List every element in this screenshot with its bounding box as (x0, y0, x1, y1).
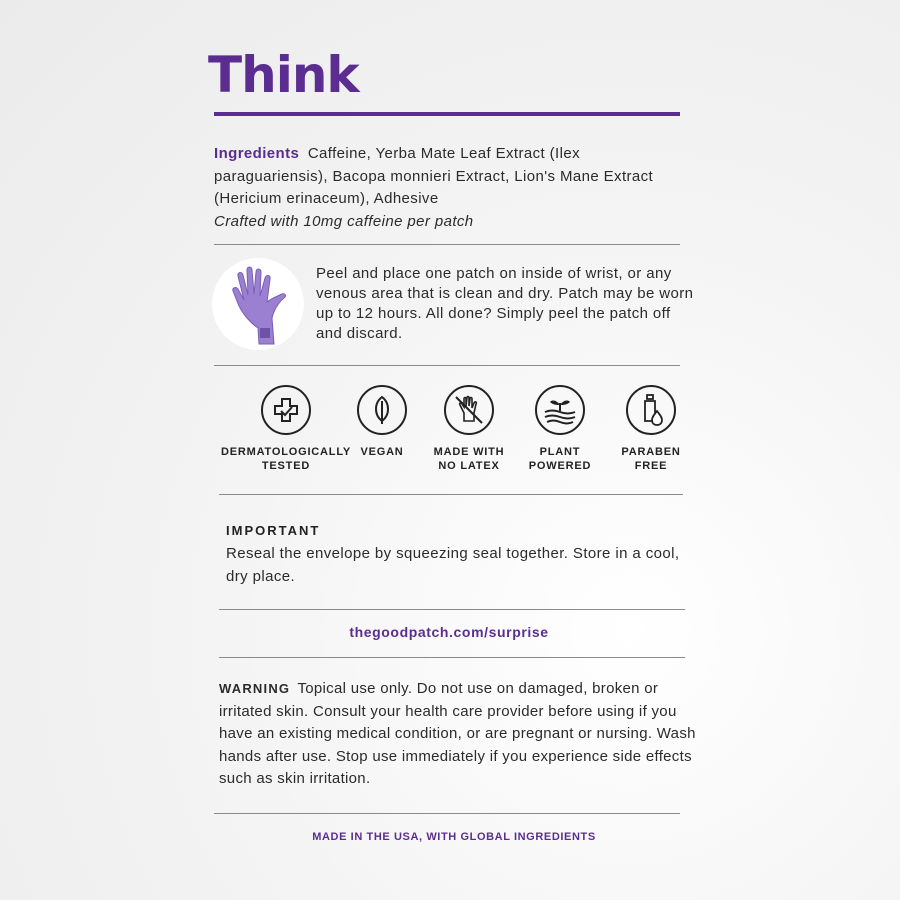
ingredients-text: Caffeine, Yerba Mate Leaf Extract (Ilex paraguariensis), Bacopa monnieri Extract, Lion's Mane Extract (Hericium erinaceum), Adhesive (214, 145, 654, 207)
bottle-drop-icon (626, 385, 676, 435)
divider (214, 244, 680, 245)
badge-line1: VEGAN (360, 446, 404, 458)
derm-cross-icon (261, 385, 311, 435)
hand-patch-icon (212, 258, 304, 350)
divider (219, 609, 685, 610)
badge-line2: NO LATEX (438, 460, 500, 472)
important-heading: IMPORTANT (226, 523, 321, 538)
badge-paraben-free (612, 385, 690, 473)
ingredients-block (214, 143, 684, 233)
product-title: Think (208, 46, 359, 104)
divider (214, 365, 680, 366)
badge-line2: FREE (634, 460, 668, 472)
badge-no-latex (426, 385, 512, 473)
badge-line1: PARABEN (621, 446, 681, 458)
no-glove-icon (444, 385, 494, 435)
divider (219, 657, 685, 658)
ingredients-label: Ingredients (214, 145, 300, 162)
divider (219, 494, 683, 495)
badge-dermatologically-tested (216, 385, 356, 473)
badge-plant-powered (520, 385, 600, 473)
plant-sprout-icon (535, 385, 585, 435)
badge-line1: MADE WITH (433, 446, 505, 458)
usage-instructions: Peel and place one patch on inside of wrist, or any venous area that is clean and dry. Patch may be worn up to 12 hours. All done? Simply peel the patch off and discard. (316, 265, 694, 342)
leaf-icon (357, 385, 407, 435)
title-underline (214, 112, 680, 116)
badge-line1: PLANT (539, 446, 581, 458)
divider (214, 813, 680, 814)
warning-label: WARNING (219, 681, 291, 696)
badge-line2: POWERED (528, 460, 592, 472)
badge-line2: TESTED (261, 460, 311, 472)
warning-block (219, 678, 699, 791)
badge-line1: DERMATOLOGICALLY (221, 446, 351, 458)
caffeine-note: Crafted with 10mg caffeine per patch (214, 212, 474, 230)
warning-text: Topical use only. Do not use on damaged, broken or irritated skin. Consult your health care provider before using if you have an existing medical condition, or are pregnant or nursing. Wash hands after use. Stop use immediately if you experience side effects such as skin irritation. (219, 680, 696, 787)
important-text: Reseal the envelope by squeezing seal together. Store in a cool, dry place. (226, 545, 680, 585)
origin-footer: MADE IN THE USA, WITH GLOBAL INGREDIENTS (312, 831, 596, 843)
badge-vegan (347, 385, 417, 459)
website-link[interactable]: thegoodpatch.com/surprise (349, 624, 549, 640)
